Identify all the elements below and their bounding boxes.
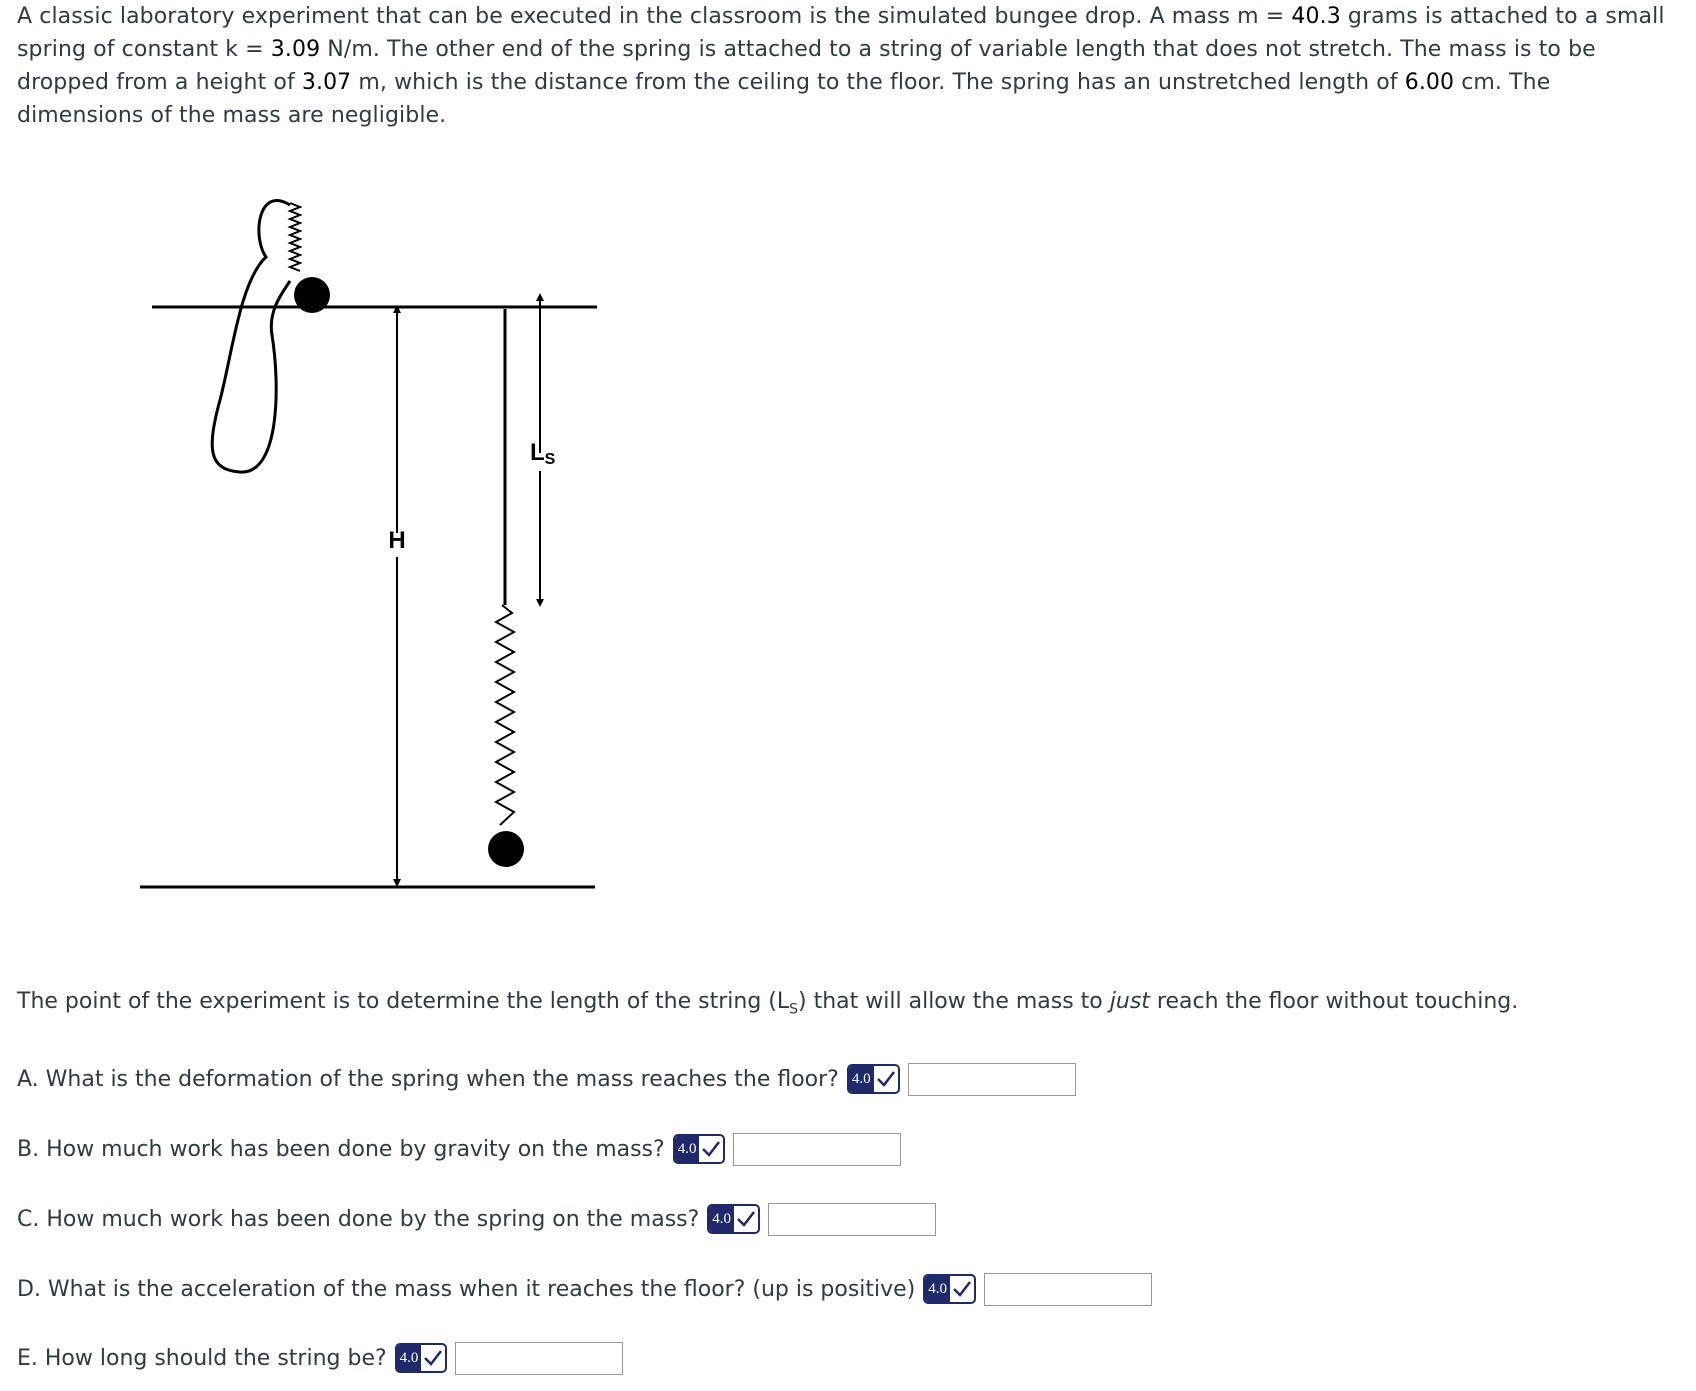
problem-statement: [17, 0, 1677, 132]
string-length-arrow-head-bottom: [536, 599, 544, 607]
points-value: 4.0: [397, 1345, 422, 1371]
question-d: [17, 1269, 1152, 1309]
points-badge: [707, 1204, 760, 1234]
question-c-text: C. How much work has been done by the spring on the mass?: [17, 1206, 700, 1232]
points-badge: [673, 1134, 726, 1164]
points-badge: [395, 1343, 448, 1373]
question-d-text: D. What is the acceleration of the mass when it reaches the floor? (up is positive): [17, 1276, 916, 1302]
string-length-label: LS: [530, 439, 556, 468]
question-e: [17, 1338, 623, 1378]
intro-text-2: grams is attached to a small spring of constant k =: [17, 4, 1665, 62]
check-icon: [421, 1347, 445, 1369]
string-length-arrow-head-top: [536, 293, 544, 301]
goal-text-3: reach the floor without touching.: [1149, 989, 1519, 1014]
goal-emphasis: just: [1109, 989, 1150, 1014]
goal-text-1: The point of the experiment is to determine the length of the string (L: [17, 989, 790, 1014]
question-a-text: A. What is the deformation of the spring when the mass reaches the floor?: [17, 1066, 839, 1092]
height-label: H: [388, 527, 406, 554]
mass-at-floor: [488, 831, 524, 867]
experiment-goal: [17, 985, 1677, 1026]
intro-text-1: A classic laboratory experiment that can be executed in the classroom is the simulated bungee drop. A mass m =: [17, 4, 1292, 29]
bungee-diagram: [140, 185, 600, 910]
check-icon: [950, 1278, 974, 1300]
answer-input-b[interactable]: [733, 1133, 901, 1166]
question-b-text: B. How much work has been done by gravity on the mass?: [17, 1136, 665, 1162]
intro-text-3: N/m. The other end of the spring is attached to a string of variable length that does not stretch. The mass is to be dropped from a height of: [17, 37, 1596, 95]
check-icon: [734, 1208, 758, 1230]
check-icon: [699, 1138, 723, 1160]
points-value: 4.0: [925, 1276, 950, 1302]
answer-input-d[interactable]: [984, 1273, 1152, 1306]
question-e-text: E. How long should the string be?: [17, 1345, 387, 1371]
points-value: 4.0: [849, 1066, 874, 1092]
mass-value: 40.3: [1291, 4, 1341, 29]
coiled-spring-top: [290, 203, 300, 271]
answer-input-e[interactable]: [455, 1342, 623, 1375]
goal-subscript: S: [789, 1001, 799, 1018]
check-icon: [874, 1068, 898, 1090]
mass-at-ceiling: [294, 277, 330, 313]
points-value: 4.0: [675, 1136, 700, 1162]
intro-text-4: m, which is the distance from the ceiling to the floor. The spring has an unstretched length of: [351, 70, 1405, 95]
points-badge: [923, 1274, 976, 1304]
spring-constant-value: 3.09: [270, 37, 321, 62]
answer-input-a[interactable]: [908, 1063, 1076, 1096]
points-value: 4.0: [709, 1206, 734, 1232]
drop-height-value: 3.07: [301, 70, 352, 95]
coiled-string: [212, 201, 290, 473]
stretched-spring: [496, 605, 514, 825]
question-c: [17, 1199, 936, 1239]
points-badge: [847, 1064, 900, 1094]
answer-input-c[interactable]: [768, 1203, 936, 1236]
intro-text-5: cm. The dimensions of the mass are negligible.: [17, 70, 1551, 128]
spring-length-value: 6.00: [1404, 70, 1455, 95]
goal-text-2: ) that will allow the mass to: [798, 989, 1110, 1014]
question-b: [17, 1129, 901, 1169]
question-a: [17, 1059, 1076, 1099]
